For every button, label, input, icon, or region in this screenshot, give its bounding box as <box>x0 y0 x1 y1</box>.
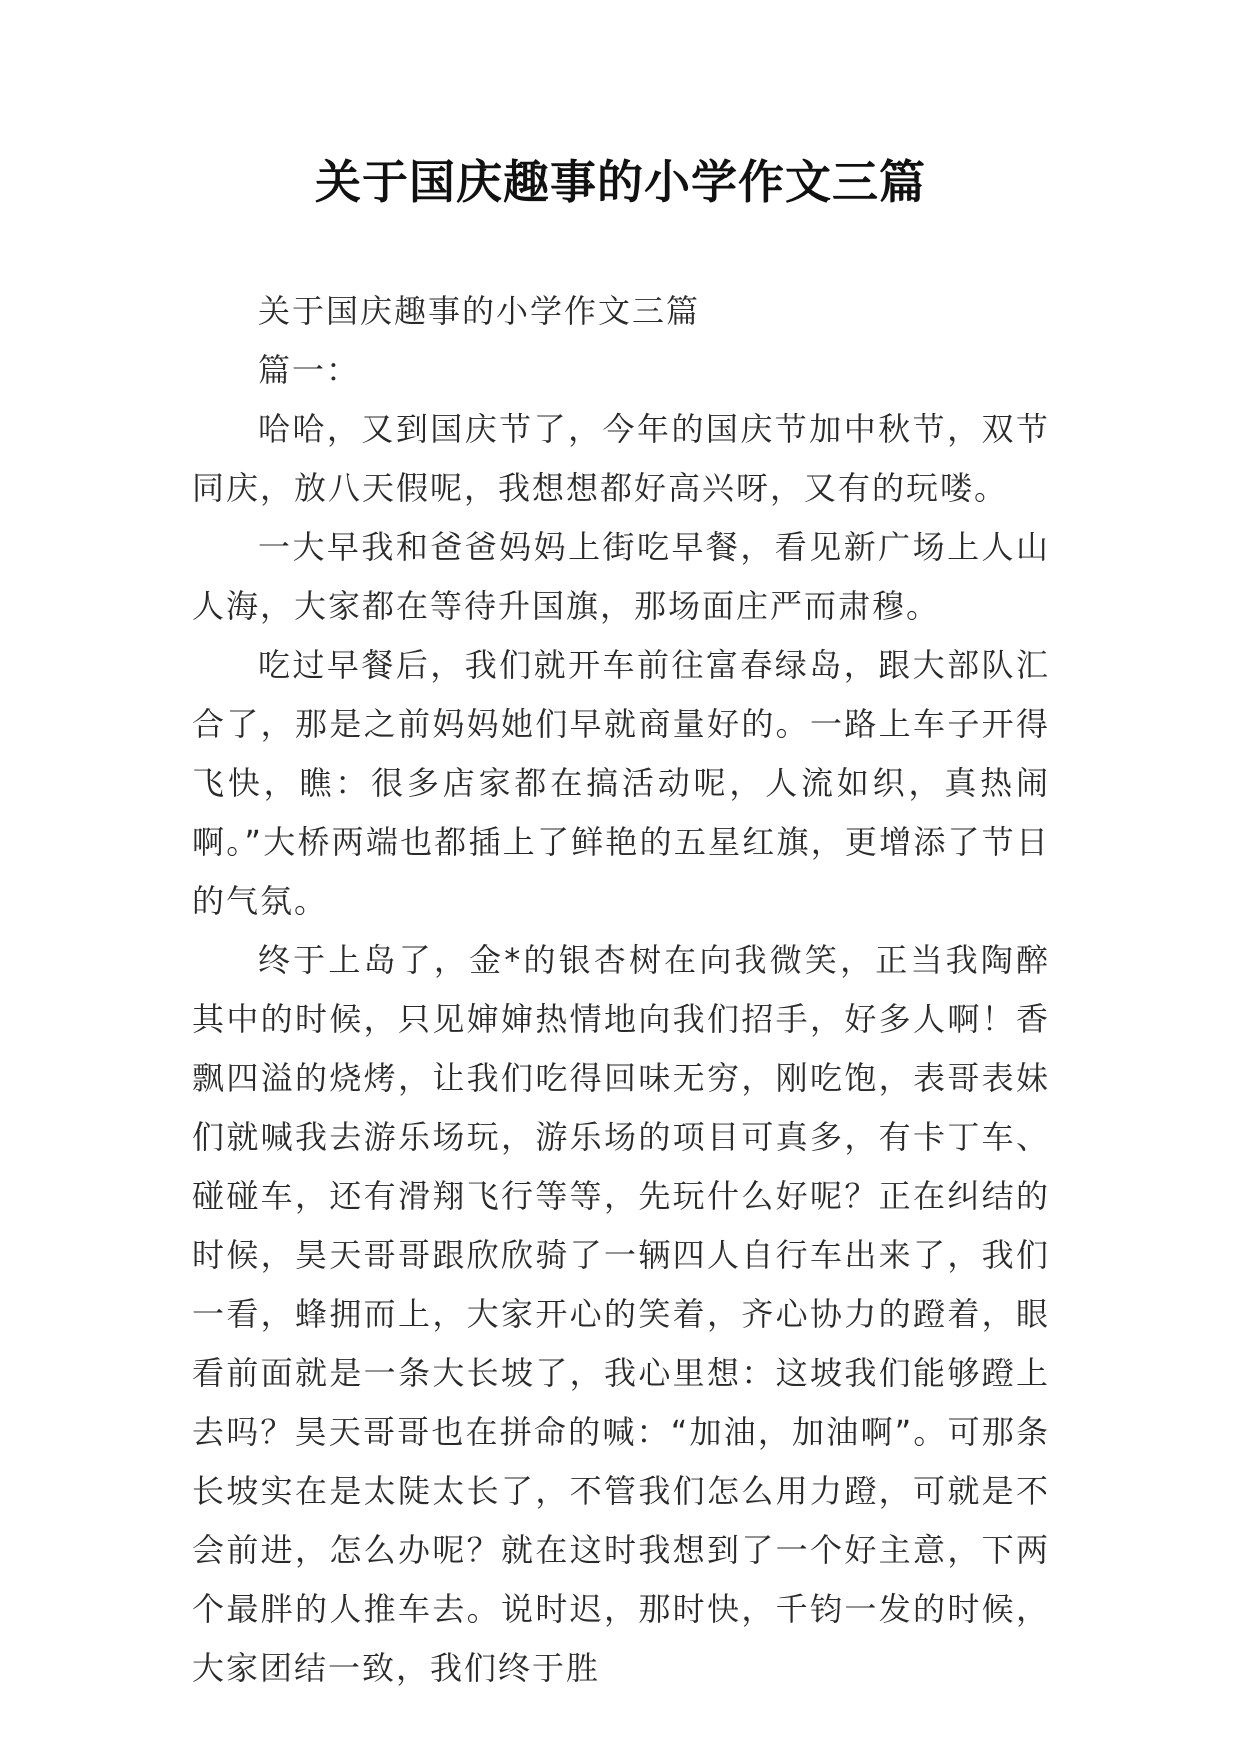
paragraph-section-label: 篇一： <box>258 351 361 389</box>
paragraph: 吃过早餐后，我们就开车前往富春绿岛，跟大部队汇合了，那是之前妈妈她们早就商量好的。一路上车子开得飞快，瞧：很多店家都在搞活动呢，人流如织，真热闹啊。”大桥两端也都插上了鲜艳的五星红旗，更增添了节日的气氛。 <box>192 646 1050 920</box>
paragraph: 一大早我和爸爸妈妈上街吃早餐，看见新广场上人山人海，大家都在等待升国旗，那场面庄严而肃穆。 <box>192 528 1050 625</box>
document-title: 关于国庆趣事的小学作文三篇 <box>315 155 926 209</box>
paragraph-heading: 关于国庆趣事的小学作文三篇 <box>258 292 701 330</box>
paragraph: 哈哈，又到国庆节了，今年的国庆节加中秋节，双节同庆，放八天假呢，我想想都好高兴呀，又有的玩喽。 <box>192 410 1050 507</box>
document-body <box>192 282 1050 1698</box>
paragraph: 终于上岛了，金*的银杏树在向我微笑，正当我陶醉其中的时候，只见婶婶热情地向我们招手，好多人啊！香飘四溢的烧烤，让我们吃得回味无穷，刚吃饱，表哥表妹们就喊我去游乐场玩，游乐场的项目可真多，有卡丁车、碰碰车，还有滑翔飞行等等，先玩什么好呢？正在纠结的时候，昊天哥哥跟欣欣骑了一辆四人自行车出来了，我们一看，蜂拥而上，大家开心的笑着，齐心协力的蹬着，眼看前面就是一条大长坡了，我心里想：这坡我们能够蹬上去吗？昊天哥哥也在拼命的喊：“加油，加油啊”。可那条长坡实在是太陡太长了，不管我们怎么用力蹬，可就是不会前进，怎么办呢？就在这时我想到了一个好主意，下两个最胖的人推车去。说时迟，那时快，千钧一发的时候，大家团结一致，我们终于胜 <box>192 941 1050 1687</box>
